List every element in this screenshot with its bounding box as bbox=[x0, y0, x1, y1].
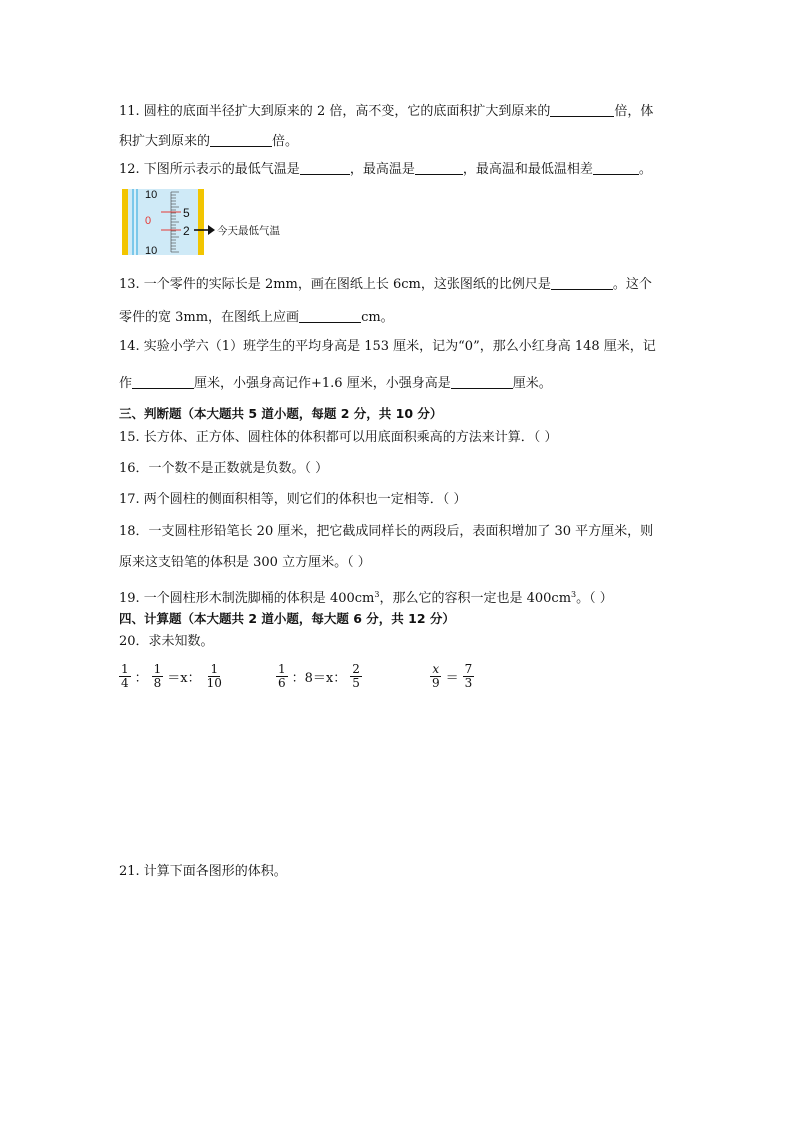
q18-line1: 18．一支圆柱形铅笔长 20 厘米，把它截成同样长的两段后，表面积增加了 30 平方厘米，则 bbox=[119, 524, 654, 539]
q16-text: 16．一个数不是正数就是负数。（ ） bbox=[119, 461, 329, 476]
q11-text-end: 倍，体 bbox=[614, 104, 654, 119]
eq1-operator-2: ＝x： bbox=[167, 671, 201, 686]
thermometer-tube-shine bbox=[134, 189, 136, 255]
q13-text-2: 零件的宽 3mm，在图纸上应画 bbox=[119, 310, 300, 325]
thermometer-figure bbox=[119, 186, 289, 258]
equation-3 bbox=[430, 663, 474, 690]
q12-text-b: ，最高温是 bbox=[349, 162, 415, 177]
thermometer-frame-left bbox=[122, 189, 128, 255]
q14-blank-1 bbox=[132, 376, 194, 389]
q11-text: 11. 圆柱的底面半径扩大到原来的 2 倍，高不变，它的底面积扩大到原来的 bbox=[119, 104, 551, 119]
q20-text: 20．求未知数。 bbox=[119, 634, 214, 649]
q13-line2 bbox=[119, 310, 394, 326]
q19-superscript-1: 3 bbox=[374, 590, 380, 599]
tick-label-bottom: 10 bbox=[145, 245, 158, 257]
mark-5-label: 5 bbox=[183, 206, 190, 220]
q19-text-a: 19. 一个圆柱形木制洗脚桶的体积是 400cm bbox=[119, 591, 375, 606]
q21-text: 21. 计算下面各图形的体积。 bbox=[119, 864, 287, 879]
eq3-fraction-2: $\frac{7}{3}$ bbox=[464, 662, 473, 690]
q19-superscript-2: 3 bbox=[571, 590, 577, 599]
eq1-fraction-2: $\frac{1}{8}$ bbox=[153, 662, 162, 690]
eq3-fraction-1: $\frac{x}{9}$ bbox=[432, 662, 440, 690]
q12-text-a: 12. 下图所示表示的最低气温是 bbox=[119, 162, 300, 177]
q11-line1 bbox=[119, 104, 653, 120]
q15-text: 15. 长方体、正方体、圆柱体的体积都可以用底面积乘高的方法来计算．（ ） bbox=[119, 430, 558, 445]
zero-label: 0 bbox=[145, 215, 152, 227]
section-4-heading: 四、计算题（本大题共 2 道小题，每大题 6 分，共 12 分） bbox=[119, 611, 455, 626]
equation-1 bbox=[119, 663, 224, 690]
q12-blank-2 bbox=[415, 162, 463, 175]
eq2-operator-1: ：8＝x： bbox=[291, 671, 347, 686]
thermometer-caption: 今天最低气温 bbox=[217, 225, 280, 237]
thermometer-frame-right bbox=[198, 189, 204, 255]
eq1-fraction-3: $\frac{1}{10}$ bbox=[206, 662, 222, 690]
q14-line2 bbox=[119, 376, 552, 392]
section-3-heading: 三、判断题（本大题共 5 道小题，每题 2 分，共 10 分） bbox=[119, 406, 443, 421]
q12-text-c: ，最高温和最低温相差 bbox=[462, 162, 593, 177]
q12-text-d: 。 bbox=[638, 162, 652, 177]
q13-text-end: 。这个 bbox=[612, 277, 652, 292]
q12-blank-3 bbox=[593, 162, 639, 175]
eq3-operator-1: ＝ bbox=[445, 671, 459, 686]
q13-blank-1 bbox=[551, 277, 613, 290]
q11-line2 bbox=[119, 134, 298, 150]
eq2-fraction-2: $\frac{2}{5}$ bbox=[352, 662, 360, 690]
q13-text: 13. 一个零件的实际长是 2mm，画在图纸上长 6cm，这张图纸的比例尺是 bbox=[119, 277, 551, 292]
q11-blank-1 bbox=[550, 104, 614, 117]
q12-blank-1 bbox=[300, 162, 350, 175]
q14-text-2a: 作 bbox=[119, 376, 133, 391]
q14-line1 bbox=[119, 339, 656, 355]
eq1-operator-1: ： bbox=[134, 671, 148, 686]
q13-text-2-end: cm。 bbox=[361, 310, 394, 325]
q11-blank-2 bbox=[210, 134, 272, 147]
q19-text-c: 。（ ） bbox=[576, 591, 613, 606]
q19-line bbox=[119, 587, 613, 607]
q13-line1 bbox=[119, 277, 652, 293]
arrow-right-icon bbox=[208, 225, 215, 235]
eq1-fraction-1: $\frac{1}{4}$ bbox=[121, 662, 129, 690]
q12-line bbox=[119, 162, 652, 178]
q11-text-2: 积扩大到原来的 bbox=[119, 134, 211, 149]
q14-text-2c: 厘米。 bbox=[512, 376, 552, 391]
tick-label-top: 10 bbox=[145, 189, 158, 201]
mark-2-label: 2 bbox=[183, 224, 190, 238]
q17-text: 17. 两个圆柱的侧面积相等，则它们的体积也一定相等．（ ） bbox=[119, 492, 467, 507]
eq2-fraction-1: $\frac{1}{6}$ bbox=[278, 662, 286, 690]
q13-blank-2 bbox=[299, 310, 361, 323]
equation-2 bbox=[276, 663, 362, 690]
q14-blank-2 bbox=[451, 376, 513, 389]
q18-line2: 原来这支铅笔的体积是 300 立方厘米。（ ） bbox=[119, 555, 371, 570]
q14-text: 14. 实验小学六（1）班学生的平均身高是 153 厘米，记为“0”，那么小红身高 148 厘米，记 bbox=[119, 339, 656, 354]
q11-text-2-end: 倍。 bbox=[272, 134, 299, 149]
q19-text-b: ，那么它的容积一定也是 400cm bbox=[379, 591, 572, 606]
q14-text-2b: 厘米，小强身高记作+1.6 厘米，小强身高是 bbox=[194, 376, 451, 391]
